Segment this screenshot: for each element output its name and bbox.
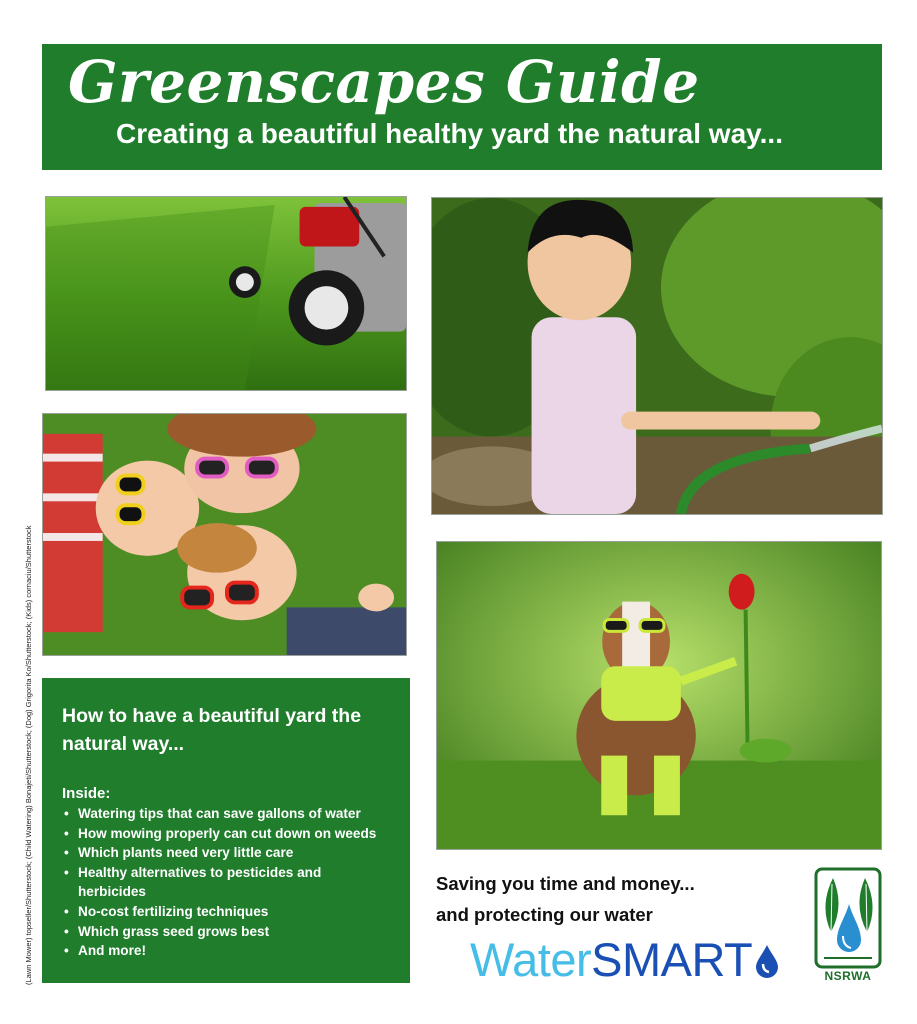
nsrwa-logo [813, 866, 883, 986]
list-item: • How mowing properly can cut down on weeds [64, 825, 377, 841]
list-item: • No-cost fertilizing techniques [64, 903, 269, 919]
dog-with-watering-can-photo [436, 541, 882, 850]
watersmart-part-1: Water [470, 933, 592, 986]
tagline-line-1: Saving you time and money... [436, 873, 695, 894]
inside-label: Inside: [62, 785, 111, 802]
inside-list [62, 804, 392, 961]
leaf-drop-icon [813, 866, 883, 970]
page-subtitle: Creating a beautiful healthy yard the natural way... [116, 118, 783, 149]
inside-contents-box [42, 678, 410, 983]
lawn-mower-photo [45, 196, 407, 391]
list-item: • And more! [64, 943, 146, 959]
list-item: • Watering tips that can save gallons of water [64, 806, 361, 821]
boy-with-hose-photo [431, 197, 883, 515]
tagline [436, 868, 695, 930]
page-title: Greenscapes Guide [68, 48, 700, 116]
photo-credit: (Lawn Mower) topseller/Shutterstock; (Child Watering) Bonajeti/Shutterstock; (Dog) Grigorita Ko/Shutterstock; (Kids) cornaciu/Shutterstock [24, 525, 33, 985]
list-item: • Healthy alternatives to pesticides and herbicides [64, 864, 322, 900]
tagline-line-2: and protecting our water [436, 904, 653, 925]
inside-heading: How to have a beautiful yard the natural way... [62, 705, 362, 755]
list-item: • Which grass seed grows best [64, 923, 270, 939]
list-item: • Which plants need very little care [64, 845, 294, 861]
watersmart-logo [470, 932, 780, 988]
watersmart-part-2: SMART [591, 933, 753, 986]
nsrwa-label: NSRWA [824, 969, 872, 983]
kids-in-sunglasses-photo [42, 413, 407, 656]
water-drop-icon [754, 944, 780, 978]
header-banner [42, 44, 882, 170]
